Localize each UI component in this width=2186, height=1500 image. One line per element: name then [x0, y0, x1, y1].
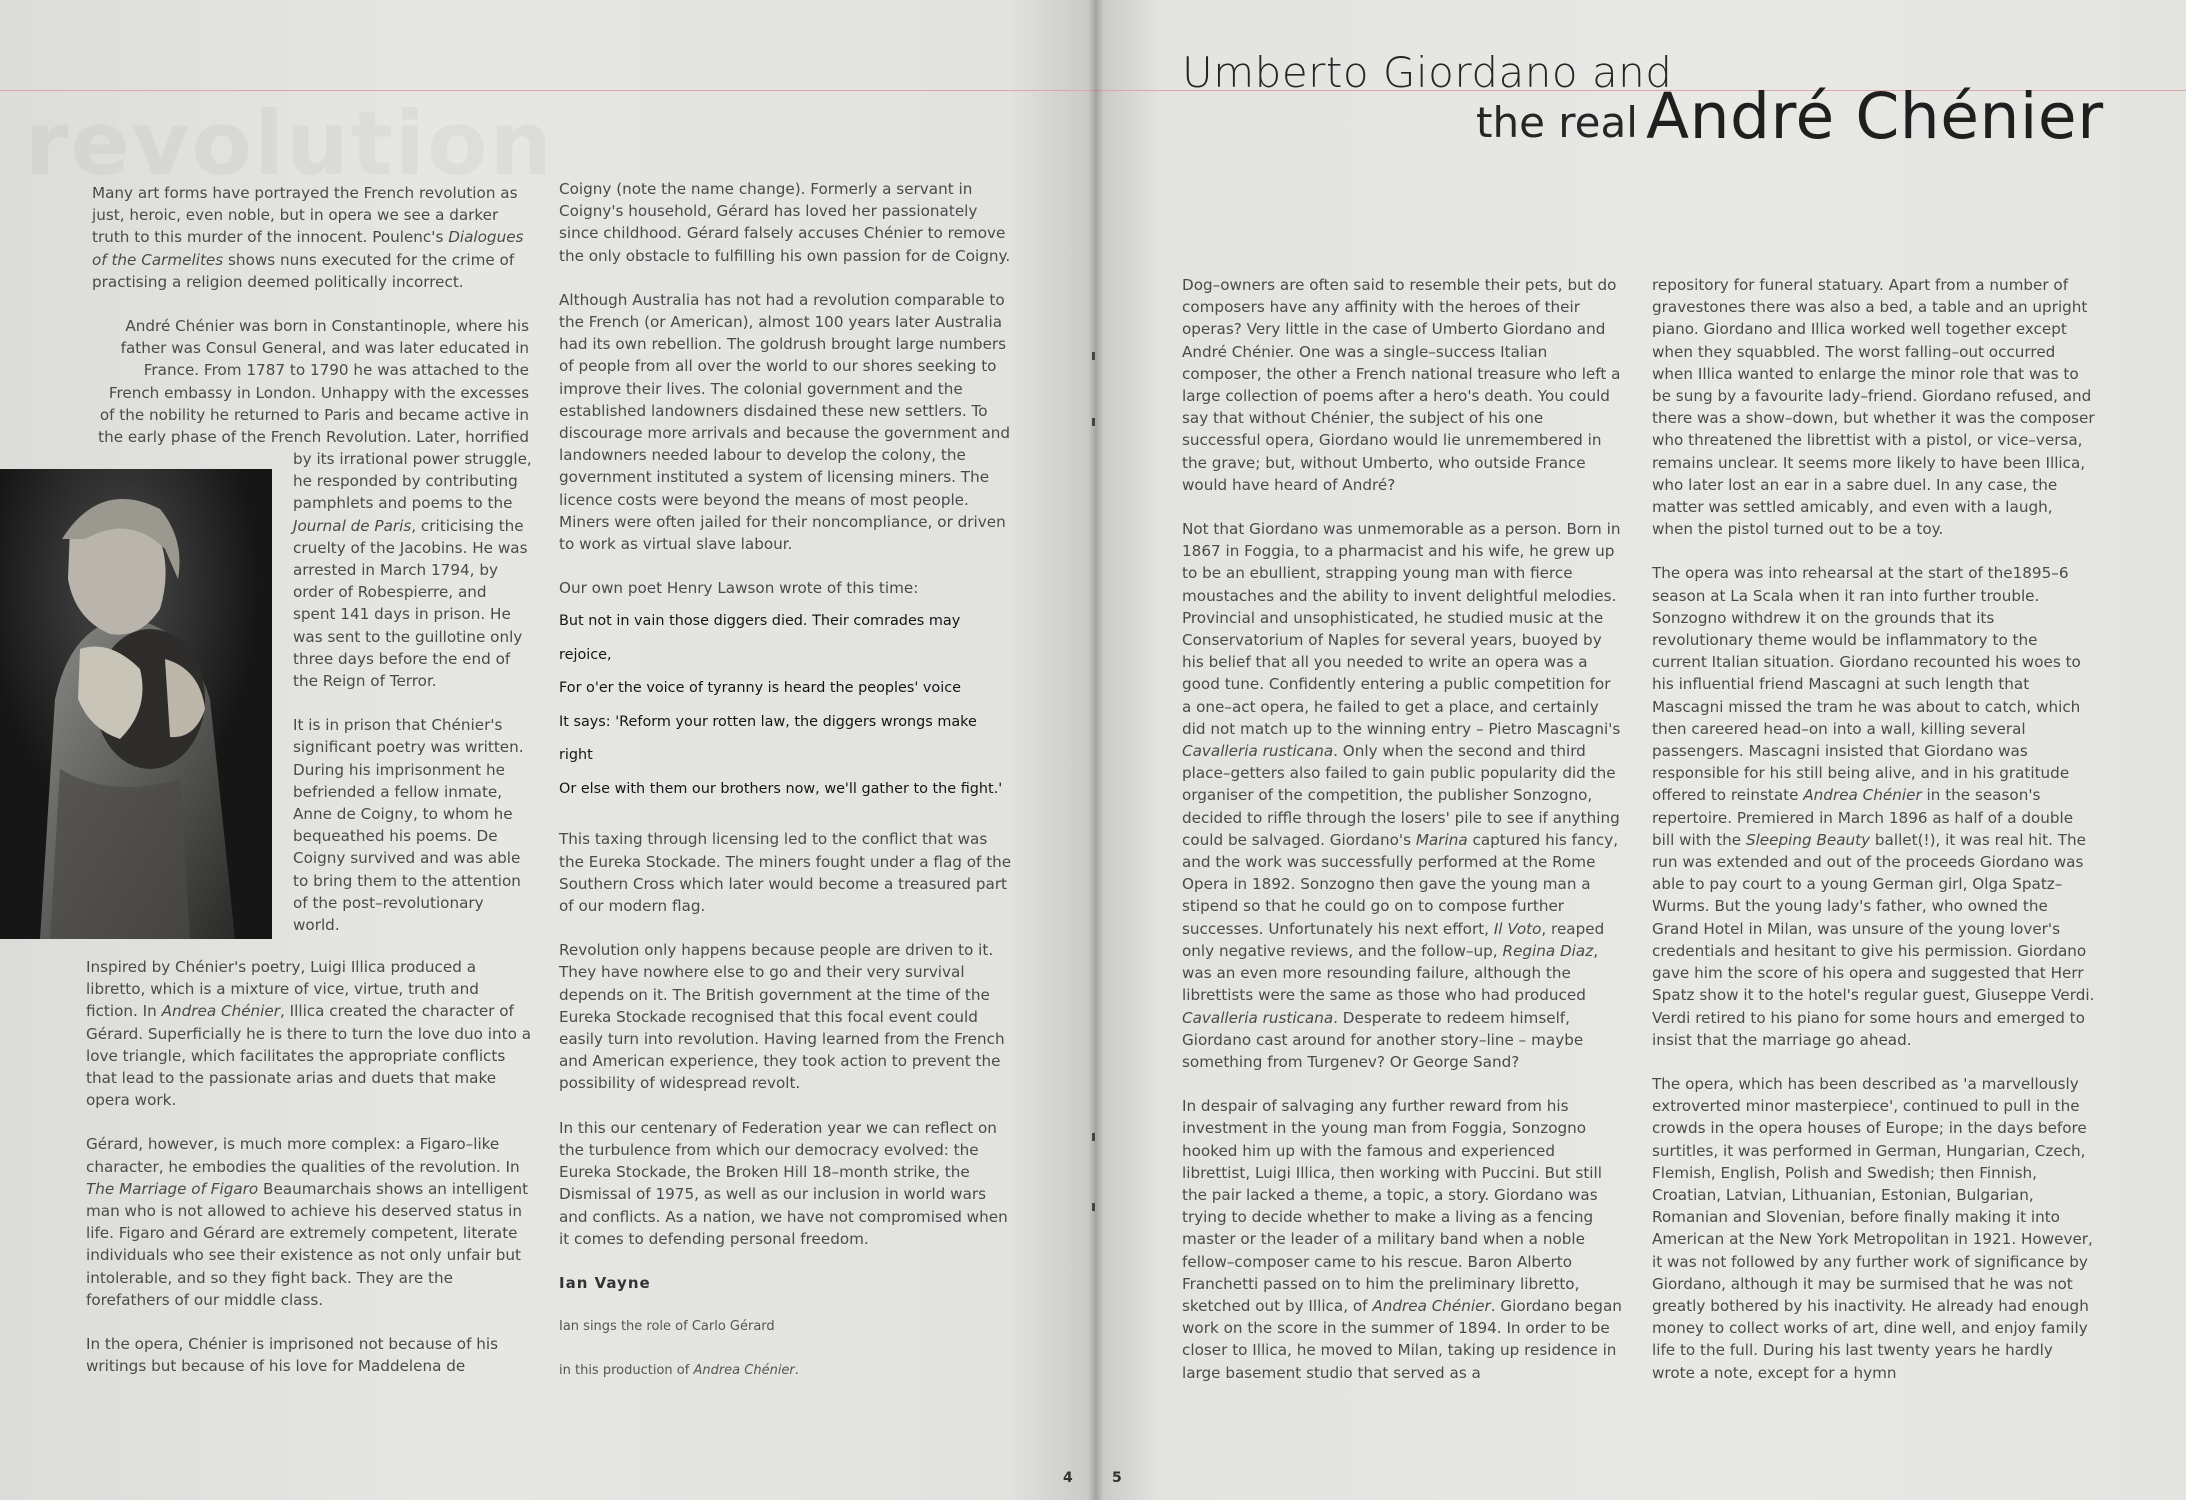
federation-paragraph: In this our centenary of Federation year we can reflect on the turbulence from which our democracy evolved: the Eureka Stockade, the Broken Hill 18–month strike, the Dismissal of 1975, as well as our inclusion in world wars and conflicts. As a nation, we have not compromised when it comes to defending personal freedom.	[559, 1118, 1008, 1248]
poem-line: It says: 'Reform your rotten law, the diggers wrongs make right	[559, 713, 977, 764]
intro-paragraph: Many art forms have portrayed the French revolution as just, heroic, even noble, but in opera we see a darker truth to this murder of the innocent. Poulenc's Dialogues of the Carmelites shows nuns executed for the crime of practising a religion deemed politically incorrect.	[92, 184, 524, 291]
crop-mark	[1092, 1133, 1095, 1141]
poem-line: But not in vain those diggers died. Their comrades may rejoice,	[559, 613, 961, 663]
page-number-right: 5	[1112, 1470, 1122, 1486]
rehearsal-paragraph: The opera was into rehearsal at the start of the1895–6 season at La Scala when it ran into further trouble. Sonzogno withdrew it on the grounds that its revolutionary theme would be inflammatory to the current Italian situation. Giordano recounted his woes to his influential friend Mascagni at such length that Mascagni missed the tram he was about to catch, which then careered head–on into a wall, killing several passengers. Mascagni insisted that Giordano was responsible for his still being alive, and in his gratitude offered to reinstate Andrea Chénier in the season's repertoire. Premiered in March 1896 as half of a double bill with the Sleeping Beauty ballet(!), it was real hit. The run was extended and out of the proceeds Giordano was able to pay court to a young German girl, Olga Spatz–Wurms. But the young lady's father, who owned the Grand Hotel in Milan, was unsure of the young lover's credentials and hesitant to give his permission. Giordano gave him the score of his opera and suggested that Herr Spatz show it to the hotel's regular guest, Giuseppe Verdi. Verdi retired to his piano for some hours and emerged to insist that the marriage go ahead.	[1652, 564, 2095, 1049]
gerard-paragraph: Gérard, however, is much more complex: a Figaro–like character, he embodies the qualities of the revolution. In The Marriage of Figaro Beaumarchais shows an intelligent man who is not allowed to achieve his deserved status in life. Figaro and Gérard are extremely competent, literate individuals who see their existence as not only unfair but intolerable, and so they fight back. They are the forefathers of our middle class.	[86, 1135, 529, 1309]
header-rule	[0, 90, 1095, 91]
illica-paragraph: Inspired by Chénier's poetry, Luigi Illica produced a libretto, which is a mixture of vice, virtue, truth and fiction. In Andrea Chénier, Illica created the character of Gérard. Superficially he is there to turn the love duo into a love triangle, which facilitates the appropriate conflicts that lead to the passionate arias and duets that make opera work.	[86, 958, 532, 1110]
bio-paragraph-side: by its irrational power struggle, he responded by contributing pamphlets and poems to the Journal de Paris, criticising the cruelty of the Jacobins. He was arrested in March 1794, by order of Robespierre, and spent 141 days in prison. He was sent to the guillotine only three days before the end of the Reign of Terror.	[293, 450, 532, 691]
ghost-heading	[25, 92, 554, 195]
left-col1-top	[92, 182, 529, 448]
sonzogno-paragraph: In despair of salvaging any further reward from his investment in the young man from Foggia, Sonzogno hooked him up with the famous and experienced librettist, Luigi Illica, then working with Puccini. But still the pair lacked a theme, a topic, a story. Giordano was trying to decide whether to make a living as a fencing master or the leader of a military band when a noble fellow–composer came to his rescue. Baron Alberto Franchetti passed on to him the preliminary libretto, sketched out by Illica, of Andrea Chénier. Giordano began work on the score in the summer of 1894. In order to be closer to Illica, he moved to Milan, taking up residence in large basement studio that served as a	[1182, 1097, 1622, 1382]
page-number-left: 4	[1063, 1470, 1073, 1486]
crop-mark	[1092, 418, 1095, 426]
bio-paragraph-top: André Chénier was born in Constantinople, where his father was Consul General, and was later educated in France. From 1787 to 1790 he was attached to the French embassy in London. Unhappy with the excesses of the nobility he returned to Paris and became active in the early phase of the French Revolution. Later, horrified	[98, 317, 529, 447]
left-col2	[559, 178, 1014, 1404]
coigny-paragraph: Coigny (note the name change). Formerly a servant in Coigny's household, Gérard has loved her passionately since childhood. Gérard falsely accuses Chénier to remove the only obstacle to fulfilling his own passion for de Coigny.	[559, 180, 1011, 265]
left-col1-wrap	[293, 448, 533, 936]
article-title-line1: Umberto Giordano and	[1182, 48, 1673, 97]
right-col1	[1182, 274, 1622, 1406]
giordano-bio-paragraph: Not that Giordano was unmemorable as a person. Born in 1867 in Foggia, to a pharmacist and his wife, he grew up to be an ebullient, strapping young man with fierce moustaches and the ability to invent delightful melodies. Provincial and unsophisticated, he studied music at the Conservatorium of Naples for several years, buoyed by his belief that all you needed to write an opera was a good tune. Confidently entering a public competition for a one–act opera, he failed to get a place, and certainly did not match up to the winning entry – Pietro Mascagni's Cavalleria rusticana. Only when the second and third place–getters also failed to gain public popularity did the organiser of the competition, the publisher Sonzogno, decided to riffle through the losers' pile to see if anything could be salvaged. Giordano's Marina captured his fancy, and the work was successfully performed at the Rome Opera in 1892. Sonzogno then gave the young man a stipend so that he could go on to compose further successes. Unfortunately his next effort, Il Voto, reaped only negative reviews, and the follow–up, Regina Diaz, was an even more resounding failure, although the librettists were the same as those who had produced Cavalleria rusticana. Desperate to redeem himself, Giordano cast around for another story–line – maybe something from Turgenev? Or George Sand?	[1182, 520, 1621, 1071]
lawson-intro: Our own poet Henry Lawson wrote of this time:	[559, 579, 919, 598]
opera-paragraph: In the opera, Chénier is imprisoned not because of his writings but because of his love for Maddelena de	[86, 1335, 498, 1376]
left-col1-bottom	[86, 956, 533, 1377]
production-photo	[0, 469, 272, 939]
article-title-name: André Chénier	[1646, 80, 2104, 153]
author-note: Ian sings the role of Carlo Gérard	[559, 1319, 775, 1335]
studio-paragraph: repository for funeral statuary. Apart from a number of gravestones there was also a bed, a table and an upright piano. Giordano and Illica worked well together except when they squabbled. The worst falling–out occurred when Illica wanted to enlarge the minor role that was to be sung by a favourite lady–friend. Giordano refused, and there was a show–down, but whether it was the composer who threatened the librettist with a pistol, or vice–versa, remains unclear. It seems more likely to have been Illica, who later lost an ear in a sabre duel. In any case, the matter was settled amicably, and even with a laugh, when the pistol turned out to be a toy.	[1652, 276, 2095, 539]
revolution-paragraph: Revolution only happens because people are driven to it. They have nowhere else to go and their very survival depends on it. The British government at the time of the Eureka Stockade recognised that this focal event could easily turn into revolution. Having learned from the French and American experience, they took action to prevent the possibility of widespread revolt.	[559, 941, 1005, 1093]
prison-paragraph: It is in prison that Chénier's significant poetry was written. During his imprisonment he befriended a fellow inmate, Anne de Coigny, to whom he bequeathed his poems. De Coigny survived and was able to bring them to the attention of the post–revolutionary world.	[293, 716, 524, 935]
binding-gutter	[1088, 0, 1104, 1500]
author-note-production: in this production of Andrea Chénier.	[559, 1363, 799, 1379]
australia-paragraph: Although Australia has not had a revolution comparable to the French (or American), almost 100 years later Australia had its own rebellion. The goldrush brought large numbers of people from all over the world to our shores seeking to improve their lives. The colonial government and the established landowners disdained these new settlers. To discourage more arrivals and because the government and landowners needed labour to develop the colony, the government instituted a system of licensing miners. The licence costs were beyond the means of most people. Miners were often jailed for their noncompliance, or driven to work as virtual slave labour.	[559, 290, 1011, 554]
singer-figure	[0, 469, 272, 939]
lawson-poem	[559, 605, 1014, 806]
dog-owners-paragraph: Dog–owners are often said to resemble their pets, but do composers have any affinity with the heroes of their operas? Very little in the case of Umberto Giordano and André Chénier. One was a single–success Italian composer, the other a French national treasure who left a large collection of poems after a hero's death. You could say that without Chénier, the subject of his one successful opera, Giordano would lie unremembered in the grave; but, without Umberto, who outside France would have heard of André?	[1182, 276, 1621, 494]
article-title-the-real: the real	[1476, 98, 1638, 147]
crop-mark	[1092, 352, 1095, 360]
eureka-paragraph: This taxing through licensing led to the conflict that was the Eureka Stockade. The miners fought under a flag of the Southern Cross which later would become a treasured part of our modern flag.	[559, 830, 1012, 916]
author-name: Ian Vayne	[559, 1273, 651, 1292]
signature	[559, 1272, 1014, 1382]
crop-mark	[1092, 1203, 1095, 1211]
legacy-paragraph: The opera, which has been described as 'a marvellously extroverted minor masterpiece', continued to pull in the crowds in the opera houses of Europe; in the days before surtitles, it was performed in German, Hungarian, Czech, Flemish, English, Polish and Swedish; then Finnish, Croatian, Latvian, Lithuanian, Estonian, Bulgarian, Romanian and Slovenian, before finally making it into American at the New York Metropolitan in 1921. However, it was not followed by any further work of significance by Giordano, although it may be surmised that he was not greatly bothered by his inactivity. He already had enough money to collect works of art, dine well, and enjoy family life to the full. During his last twenty years he hardly wrote a note, except for a hymn	[1652, 1074, 2093, 1382]
poem-line: Or else with them our brothers now, we'll gather to the fight.'	[559, 780, 1003, 797]
right-col2	[1652, 274, 2096, 1406]
poem-line: For o'er the voice of tyranny is heard the peoples' voice	[559, 680, 962, 697]
